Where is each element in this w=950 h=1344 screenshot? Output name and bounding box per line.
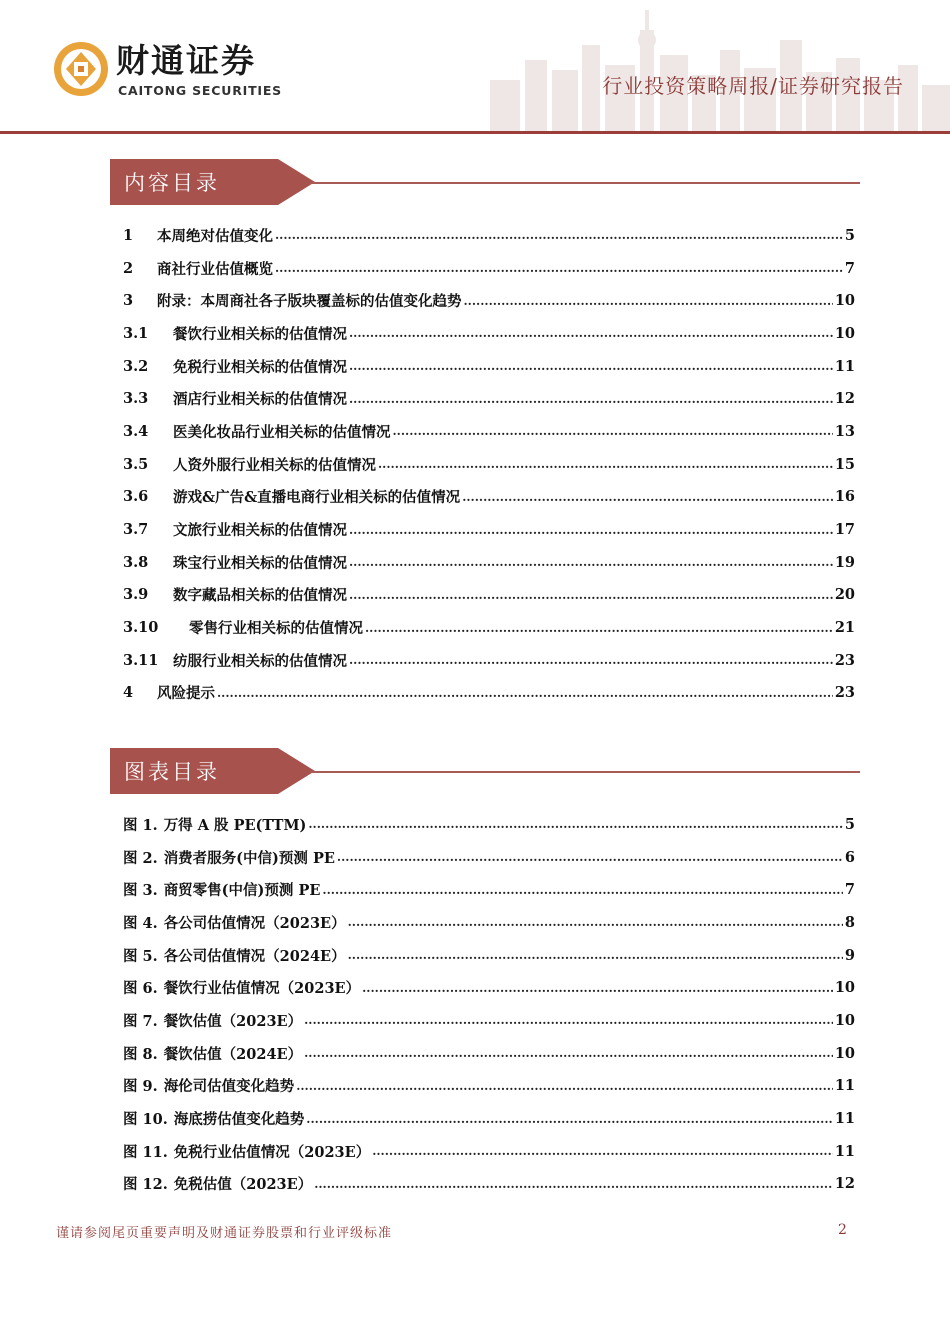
entry-number: 3.4 (123, 422, 149, 440)
entry-title: 餐饮估值（2024E） (163, 1045, 303, 1063)
dot-leader (349, 555, 833, 569)
toc-entry[interactable] (123, 317, 855, 350)
toc-entry[interactable] (123, 252, 855, 285)
entry-title: 商社行业估值概览 (157, 260, 273, 278)
entry-title: 风险提示 (157, 685, 215, 703)
entry-number: 图 8. (123, 1045, 158, 1063)
entry-number: 3.11 (123, 651, 159, 669)
dot-leader (348, 915, 843, 929)
dot-leader (349, 326, 833, 340)
figure-entry[interactable] (123, 1135, 855, 1168)
entry-page-number: 7 (844, 881, 855, 899)
toc-entry[interactable] (123, 644, 855, 677)
figure-entry[interactable] (123, 971, 855, 1004)
entry-page-number: 11 (834, 1110, 855, 1128)
figure-entry[interactable] (123, 1070, 855, 1103)
entry-title: 免税行业相关标的估值情况 (173, 358, 347, 376)
toc-entry[interactable] (123, 546, 855, 579)
dot-leader (349, 359, 833, 373)
entry-title: 零售行业相关标的估值情况 (189, 620, 363, 638)
entry-number: 3.6 (123, 488, 149, 506)
entry-page-number: 5 (844, 815, 855, 833)
entry-page-number: 6 (844, 848, 855, 866)
page-header (0, 0, 950, 135)
entry-number: 图 7. (123, 1012, 158, 1030)
dot-leader (304, 1046, 833, 1060)
toc-entry[interactable] (123, 219, 855, 252)
toc-entry[interactable] (123, 382, 855, 415)
entry-number: 3.5 (123, 455, 149, 473)
dot-leader (362, 981, 833, 995)
contents-banner (110, 159, 860, 205)
entry-number: 3.1 (123, 324, 149, 342)
report-type-label: 行业投资策略周报/证券研究报告 (602, 74, 904, 98)
dot-leader (378, 457, 833, 471)
entry-title: 海底捞估值变化趋势 (173, 1111, 305, 1129)
figure-entry[interactable] (123, 1004, 855, 1037)
figure-entry[interactable] (123, 1168, 855, 1201)
entry-number: 图 12. (123, 1176, 168, 1194)
entry-page-number: 5 (844, 226, 855, 244)
figures-list (123, 808, 855, 1200)
entry-page-number: 11 (834, 1077, 855, 1095)
entry-number: 图 4. (123, 914, 158, 932)
entry-page-number: 10 (834, 979, 855, 997)
dot-leader (349, 653, 833, 667)
entry-title: 餐饮估值（2023E） (163, 1012, 303, 1030)
dot-leader (348, 948, 843, 962)
entry-number: 图 6. (123, 980, 158, 998)
entry-number: 图 5. (123, 947, 158, 965)
entry-title: 酒店行业相关标的估值情况 (173, 391, 347, 409)
entry-page-number: 9 (844, 946, 855, 964)
dot-leader (349, 392, 833, 406)
entry-title: 医美化妆品行业相关标的估值情况 (173, 423, 391, 441)
dot-leader (306, 1112, 833, 1126)
dot-leader (393, 424, 833, 438)
banner-rule (310, 182, 860, 184)
toc-entry[interactable] (123, 415, 855, 448)
entry-page-number: 21 (834, 619, 855, 637)
dot-leader (308, 817, 843, 831)
entry-number: 1 (123, 226, 134, 244)
entry-page-number: 23 (834, 651, 855, 669)
figure-entry[interactable] (123, 1037, 855, 1070)
dot-leader (337, 850, 843, 864)
entry-number: 图 1. (123, 816, 158, 834)
entry-title: 数字藏品相关标的估值情况 (173, 587, 347, 605)
figure-entry[interactable] (123, 841, 855, 874)
contents-heading: 内容目录 (124, 171, 220, 195)
entry-number: 2 (123, 259, 134, 277)
banner-rule (310, 771, 860, 773)
header-divider (0, 131, 950, 134)
entry-title: 各公司估值情况（2023E） (163, 914, 346, 932)
entry-title: 本周绝对估值变化 (157, 227, 273, 245)
entry-number: 图 10. (123, 1111, 168, 1129)
toc-entry[interactable] (123, 611, 855, 644)
entry-title: 餐饮行业相关标的估值情况 (173, 325, 347, 343)
figure-entry[interactable] (123, 1102, 855, 1135)
entry-title: 珠宝行业相关标的估值情况 (173, 554, 347, 572)
toc-entry[interactable] (123, 284, 855, 317)
caitong-logo-icon (52, 40, 110, 98)
dot-leader (464, 294, 833, 308)
entry-number: 3 (123, 292, 134, 310)
entry-title: 文旅行业相关标的估值情况 (173, 522, 347, 540)
entry-page-number: 10 (834, 292, 855, 310)
dot-leader (296, 1079, 833, 1093)
entry-title: 餐饮行业估值情况（2023E） (163, 980, 361, 998)
toc-entry[interactable] (123, 481, 855, 514)
entry-title: 游戏&广告&直播电商行业相关标的估值情况 (173, 489, 461, 507)
entry-page-number: 19 (834, 553, 855, 571)
entry-number: 图 11. (123, 1143, 168, 1161)
figures-banner (110, 748, 860, 794)
entry-page-number: 10 (834, 324, 855, 342)
entry-title: 人资外服行业相关标的估值情况 (173, 456, 376, 474)
entry-number: 3.2 (123, 357, 149, 375)
entry-number: 3.3 (123, 390, 149, 408)
toc-entry[interactable] (123, 513, 855, 546)
entry-page-number: 20 (834, 586, 855, 604)
dot-leader (462, 490, 833, 504)
contents-list (123, 219, 855, 709)
entry-title: 免税估值（2023E） (173, 1176, 313, 1194)
toc-entry[interactable] (123, 350, 855, 383)
dot-leader (365, 621, 833, 635)
dot-leader (275, 261, 843, 275)
toc-entry[interactable] (123, 579, 855, 612)
dot-leader (349, 523, 833, 537)
entry-page-number: 15 (834, 455, 855, 473)
entry-title: 万得 A 股 PE(TTM) (163, 816, 307, 834)
dot-leader (349, 588, 833, 602)
figure-entry[interactable] (123, 808, 855, 841)
entry-title: 附录：本周商社各子版块覆盖标的估值变化趋势 (157, 293, 462, 311)
entry-number: 3.10 (123, 619, 159, 637)
figure-entry[interactable] (123, 939, 855, 972)
entry-page-number: 13 (834, 422, 855, 440)
dot-leader (372, 1144, 833, 1158)
entry-title: 消费者服务(中信)预测 PE (163, 849, 335, 867)
entry-number: 3.8 (123, 553, 149, 571)
entry-page-number: 7 (844, 259, 855, 277)
entry-page-number: 11 (834, 357, 855, 375)
entry-number: 3.9 (123, 586, 149, 604)
figures-heading: 图表目录 (124, 760, 220, 784)
entry-page-number: 12 (834, 1175, 855, 1193)
entry-number: 3.7 (123, 521, 149, 539)
figure-entry[interactable] (123, 906, 855, 939)
entry-number: 图 2. (123, 849, 158, 867)
entry-number: 图 3. (123, 882, 158, 900)
entry-title: 免税行业估值情况（2023E） (173, 1143, 371, 1161)
entry-page-number: 10 (834, 1044, 855, 1062)
entry-page-number: 11 (834, 1142, 855, 1160)
toc-entry[interactable] (123, 677, 855, 710)
dot-leader (304, 1013, 833, 1027)
page-number: 2 (838, 1222, 847, 1238)
entry-title: 海伦司估值变化趋势 (163, 1078, 295, 1096)
footer-disclaimer: 谨请参阅尾页重要声明及财通证券股票和行业评级标准 (56, 1226, 393, 1241)
brand-name-cn: 财通证券 (116, 41, 256, 80)
entry-title: 商贸零售(中信)预测 PE (163, 882, 321, 900)
figure-entry[interactable] (123, 873, 855, 906)
entry-title: 各公司估值情况（2024E） (163, 947, 346, 965)
entry-page-number: 17 (834, 521, 855, 539)
toc-entry[interactable] (123, 448, 855, 481)
entry-number: 图 9. (123, 1078, 158, 1096)
entry-page-number: 16 (834, 488, 855, 506)
entry-page-number: 10 (834, 1011, 855, 1029)
dot-leader (314, 1177, 833, 1191)
entry-title: 纺服行业相关标的估值情况 (173, 652, 347, 670)
dot-leader (322, 883, 842, 897)
entry-page-number: 12 (834, 390, 855, 408)
entry-page-number: 23 (834, 684, 855, 702)
entry-page-number: 8 (844, 913, 855, 931)
brand-name-en: CAITONG SECURITIES (118, 83, 282, 98)
dot-leader (275, 228, 843, 242)
dot-leader (217, 686, 833, 700)
entry-number: 4 (123, 684, 134, 702)
